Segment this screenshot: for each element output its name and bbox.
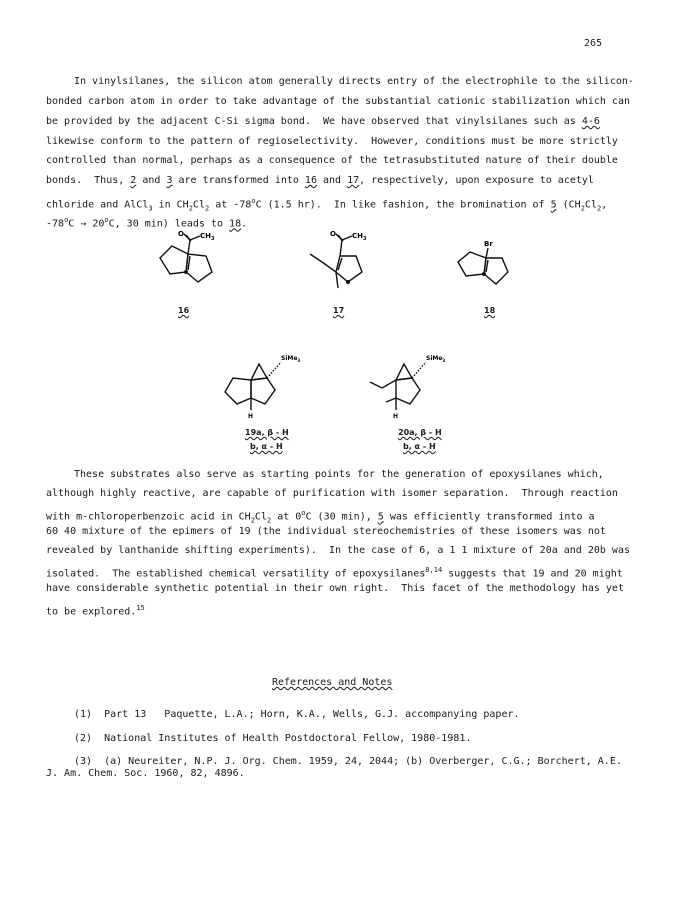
- hydrogen-label: H: [393, 413, 399, 420]
- p2-line: revealed by lanthanide shifting experiments). In the case of 6, a 1 1 mixture of 20a and 20b was: [46, 545, 630, 556]
- p1-line: controlled than normal, perhaps as a consequence of the tetrasubstituted nature of their double: [46, 155, 618, 166]
- p2-line: isolated. The established chemical versatility of epoxysilanes$^{8,14}$ suggests that 19 and 20 might: [46, 566, 623, 580]
- p1-line: bonded carbon atom in order to take advantage of the substantial cationic stabilization which can: [46, 96, 630, 107]
- bromine-label: Br: [484, 240, 493, 248]
- p2-line: with m-chloroperbenzoic acid in $CH_2Cl_2$ at 0$^o$C (30 min), 5 was efficiently transformed into a: [46, 509, 595, 525]
- p1-line: likewise conform to the pattern of regioselectivity. However, conditions must be more strictly: [46, 136, 618, 147]
- page-number: 265: [584, 38, 603, 49]
- compound-label-19a: 19a, β - H: [245, 428, 289, 437]
- compound-label-20a: 20a, β - H: [398, 428, 442, 437]
- methyl-label: $CH_3$: [200, 232, 215, 242]
- p1-line: be provided by the adjacent C-Si sigma bond. We have observed that vinylsilanes such as 4-6: [46, 116, 600, 127]
- p2-line: have considerable synthetic potential in their own right. This facet of the methodology has yet: [46, 583, 624, 594]
- acyl-oxygen: O: [330, 230, 336, 238]
- p2-line: 60 40 mixture of the epimers of 19 (the individual stereochemistries of these isomers was not: [46, 526, 606, 537]
- structure-16-diagram: [150, 232, 240, 302]
- p1-line: $-78^oC \to 20^oC$, 30 min) leads to 18.: [46, 216, 248, 230]
- compound-label-18: 18: [484, 306, 496, 315]
- p2-line: to be explored.$^{15}$: [46, 604, 145, 618]
- compound-label-19b: b, α - H: [250, 442, 283, 451]
- structure-18-diagram: [450, 240, 530, 300]
- hydrogen-label: H: [248, 413, 254, 420]
- p1-line: chloride and AlCl$_3$ in $CH_2Cl_2$ at -78$^o$C (1.5 hr). In like fashion, the bromination of 5 ($CH_2Cl_2$,: [46, 197, 608, 213]
- acyl-oxygen: O: [178, 230, 184, 238]
- reference-3: (3) (a) Neureiter, N.P. J. Org. Chem. 1959, 24, 2044; (b) Overberger, C.G.; Borchert, A.E.: [74, 756, 622, 767]
- reference-2: (2) National Institutes of Health Postdoctoral Fellow, 1980-1981.: [74, 733, 472, 744]
- trimethylsilyl-label: SiMe$_3$: [426, 355, 446, 363]
- references-heading: References and Notes: [272, 677, 393, 688]
- structure-19-diagram: [215, 348, 305, 418]
- structure-20-diagram: [360, 348, 450, 418]
- compound-label-20b: b, α - H: [403, 442, 436, 451]
- compound-label-17: 17: [333, 306, 345, 315]
- trimethylsilyl-label: SiMe$_3$: [281, 355, 301, 363]
- reference-3-cont: J. Am. Chem. Soc. 1960, 82, 4896.: [46, 768, 245, 779]
- p1-line: In vinylsilanes, the silicon atom generally directs entry of the electrophile to the silicon-: [74, 76, 634, 87]
- p2-line: These substrates also serve as starting points for the generation of epoxysilanes which,: [74, 469, 604, 480]
- methyl-label: $CH_3$: [352, 232, 367, 242]
- p1-line: bonds. Thus, 2 and 3 are transformed into 16 and 17, respectively, upon exposure to acetyl: [46, 175, 594, 186]
- structure-17-diagram: [300, 232, 390, 302]
- compound-label-16: 16: [178, 306, 190, 315]
- reference-1: (1) Part 13 Paquette, L.A.; Horn, K.A., Wells, G.J. accompanying paper.: [74, 709, 520, 720]
- p2-line: although highly reactive, are capable of purification with isomer separation. Through reaction: [46, 488, 618, 499]
